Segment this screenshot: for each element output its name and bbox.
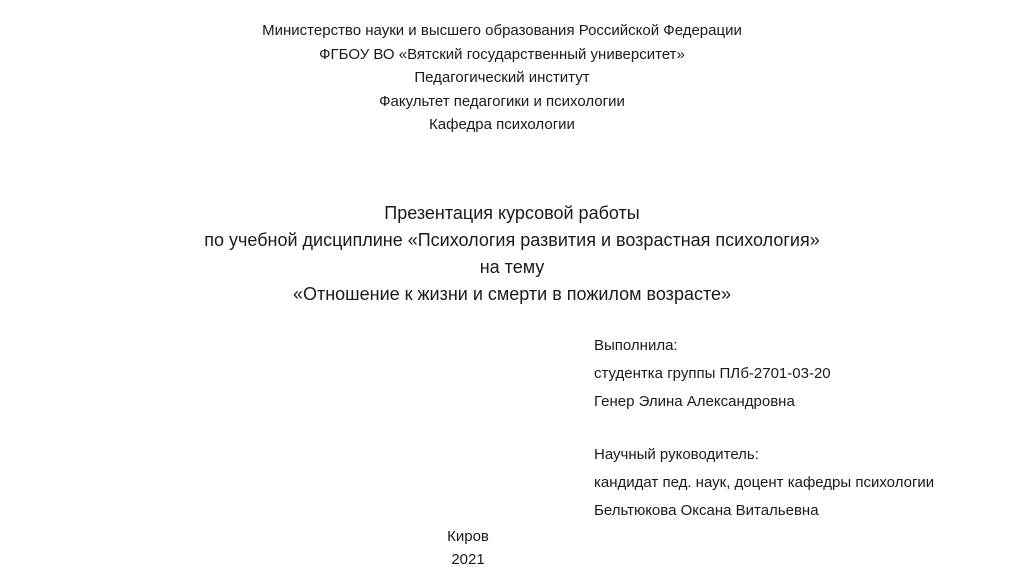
- institute-line: Педагогический институт: [414, 69, 590, 86]
- year: 2021: [451, 551, 485, 568]
- spacer: [594, 416, 934, 441]
- institution-header: [0, 19, 1004, 137]
- faculty-line: Факультет педагогики и психологии: [379, 92, 625, 110]
- performer-role: студентка группы ПЛб-2701-03-20: [594, 365, 831, 382]
- presentation-title: [0, 200, 1024, 308]
- title-line-4: «Отношение к жизни и смерти в пожилом возрасте»: [292, 284, 732, 304]
- footer-block: [368, 525, 568, 571]
- title-line-1: Презентация курсовой работы: [384, 203, 640, 223]
- supervisor-label: Научный руководитель:: [594, 446, 759, 463]
- city: Киров: [447, 528, 489, 545]
- title-line-2: по учебной дисциплине «Психология развития и возрастная психология»: [204, 230, 820, 250]
- performer-label: Выполнила:: [594, 337, 678, 354]
- department-line: Кафедра психологии: [429, 116, 575, 133]
- supervisor-role: кандидат пед. наук, доцент кафедры психологии: [594, 474, 935, 491]
- ministry-line: Министерство науки и высшего образования Российской Федерации: [262, 22, 742, 39]
- supervisor-name: Бельтюкова Оксана Витальевна: [594, 502, 819, 519]
- authors-block: [594, 332, 934, 525]
- performer-name: Генер Элина Александровна: [594, 393, 795, 410]
- university-line: ФГБОУ ВО «Вятский государственный университет»: [319, 45, 685, 63]
- title-line-3: на тему: [479, 257, 545, 277]
